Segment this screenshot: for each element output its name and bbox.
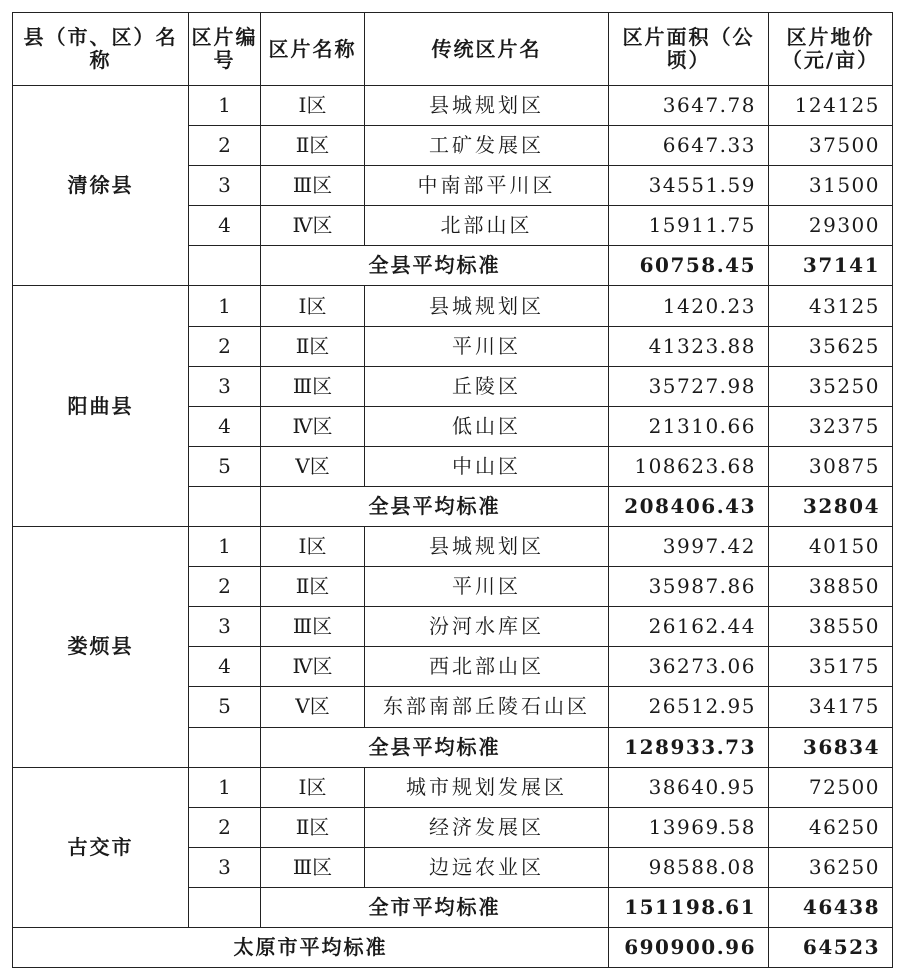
subtotal-label: 全市平均标准 [261,887,609,927]
header-area: 区片面积（公顷） [609,13,769,86]
zone-area: 35987.86 [609,567,769,607]
zone-name: Ⅲ区 [261,166,365,206]
zone-area: 35727.98 [609,366,769,406]
land-price-table [12,12,893,968]
traditional-name: 县城规划区 [365,527,609,567]
traditional-name: 工矿发展区 [365,126,609,166]
table-row [13,527,893,567]
zone-area: 15911.75 [609,206,769,246]
land-price-table-container [12,12,893,968]
zone-price: 38850 [769,567,893,607]
empty-cell [189,486,261,526]
zone-area: 38640.95 [609,767,769,807]
zone-area: 36273.06 [609,647,769,687]
zone-number: 1 [189,527,261,567]
zone-number: 4 [189,206,261,246]
zone-price: 37500 [769,126,893,166]
zone-name: Ⅳ区 [261,206,365,246]
subtotal-price: 36834 [769,727,893,767]
zone-price: 40150 [769,527,893,567]
zone-area: 3997.42 [609,527,769,567]
subtotal-price: 32804 [769,486,893,526]
subtotal-area: 128933.73 [609,727,769,767]
zone-price: 46250 [769,807,893,847]
zone-area: 3647.78 [609,86,769,126]
zone-name: Ⅰ区 [261,527,365,567]
zone-price: 30875 [769,446,893,486]
county-name: 阳曲县 [13,286,189,527]
zone-price: 35625 [769,326,893,366]
subtotal-label: 全县平均标准 [261,246,609,286]
total-price: 64523 [769,927,893,967]
traditional-name: 丘陵区 [365,366,609,406]
header-traditional-name: 传统区片名 [365,13,609,86]
zone-price: 43125 [769,286,893,326]
subtotal-label: 全县平均标准 [261,486,609,526]
table-row [13,286,893,326]
zone-area: 13969.58 [609,807,769,847]
zone-area: 1420.23 [609,286,769,326]
table-row [13,767,893,807]
zone-area: 26162.44 [609,607,769,647]
zone-name: Ⅳ区 [261,647,365,687]
zone-name: Ⅲ区 [261,847,365,887]
traditional-name: 平川区 [365,326,609,366]
subtotal-area: 151198.61 [609,887,769,927]
header-county: 县（市、区）名称 [13,13,189,86]
zone-area: 41323.88 [609,326,769,366]
total-row [13,927,893,967]
traditional-name: 低山区 [365,406,609,446]
subtotal-area: 60758.45 [609,246,769,286]
zone-number: 1 [189,286,261,326]
zone-number: 5 [189,446,261,486]
zone-area: 108623.68 [609,446,769,486]
empty-cell [189,727,261,767]
zone-price: 36250 [769,847,893,887]
traditional-name: 东部南部丘陵石山区 [365,687,609,727]
zone-number: 1 [189,767,261,807]
traditional-name: 城市规划发展区 [365,767,609,807]
header-zone-number: 区片编号 [189,13,261,86]
zone-number: 3 [189,607,261,647]
total-label: 太原市平均标准 [13,927,609,967]
zone-name: Ⅱ区 [261,126,365,166]
zone-name: Ⅴ区 [261,687,365,727]
traditional-name: 平川区 [365,567,609,607]
empty-cell [189,246,261,286]
traditional-name: 西北部山区 [365,647,609,687]
zone-price: 72500 [769,767,893,807]
zone-number: 1 [189,86,261,126]
zone-number: 2 [189,567,261,607]
total-area: 690900.96 [609,927,769,967]
zone-number: 3 [189,166,261,206]
subtotal-price: 37141 [769,246,893,286]
zone-area: 6647.33 [609,126,769,166]
header-price: 区片地价（元/亩） [769,13,893,86]
traditional-name: 边远农业区 [365,847,609,887]
county-name: 清徐县 [13,86,189,286]
zone-area: 34551.59 [609,166,769,206]
zone-area: 21310.66 [609,406,769,446]
header-row [13,13,893,86]
zone-number: 5 [189,687,261,727]
zone-number: 2 [189,126,261,166]
zone-name: Ⅰ区 [261,286,365,326]
subtotal-price: 46438 [769,887,893,927]
zone-number: 3 [189,366,261,406]
zone-number: 2 [189,807,261,847]
zone-name: Ⅰ区 [261,86,365,126]
zone-name: Ⅱ区 [261,567,365,607]
zone-area: 98588.08 [609,847,769,887]
zone-name: Ⅱ区 [261,807,365,847]
zone-name: Ⅳ区 [261,406,365,446]
zone-name: Ⅴ区 [261,446,365,486]
zone-area: 26512.95 [609,687,769,727]
zone-price: 31500 [769,166,893,206]
traditional-name: 汾河水库区 [365,607,609,647]
zone-number: 4 [189,406,261,446]
empty-cell [189,887,261,927]
zone-price: 34175 [769,687,893,727]
zone-number: 3 [189,847,261,887]
traditional-name: 县城规划区 [365,86,609,126]
traditional-name: 中南部平川区 [365,166,609,206]
traditional-name: 北部山区 [365,206,609,246]
traditional-name: 县城规划区 [365,286,609,326]
zone-price: 35175 [769,647,893,687]
zone-price: 38550 [769,607,893,647]
header-zone-name: 区片名称 [261,13,365,86]
county-name: 古交市 [13,767,189,927]
zone-name: Ⅲ区 [261,366,365,406]
zone-price: 35250 [769,366,893,406]
zone-number: 2 [189,326,261,366]
table-row [13,86,893,126]
subtotal-label: 全县平均标准 [261,727,609,767]
county-name: 娄烦县 [13,527,189,768]
zone-price: 32375 [769,406,893,446]
subtotal-area: 208406.43 [609,486,769,526]
zone-number: 4 [189,647,261,687]
zone-name: Ⅲ区 [261,607,365,647]
zone-price: 29300 [769,206,893,246]
traditional-name: 中山区 [365,446,609,486]
zone-name: Ⅰ区 [261,767,365,807]
zone-name: Ⅱ区 [261,326,365,366]
traditional-name: 经济发展区 [365,807,609,847]
zone-price: 124125 [769,86,893,126]
